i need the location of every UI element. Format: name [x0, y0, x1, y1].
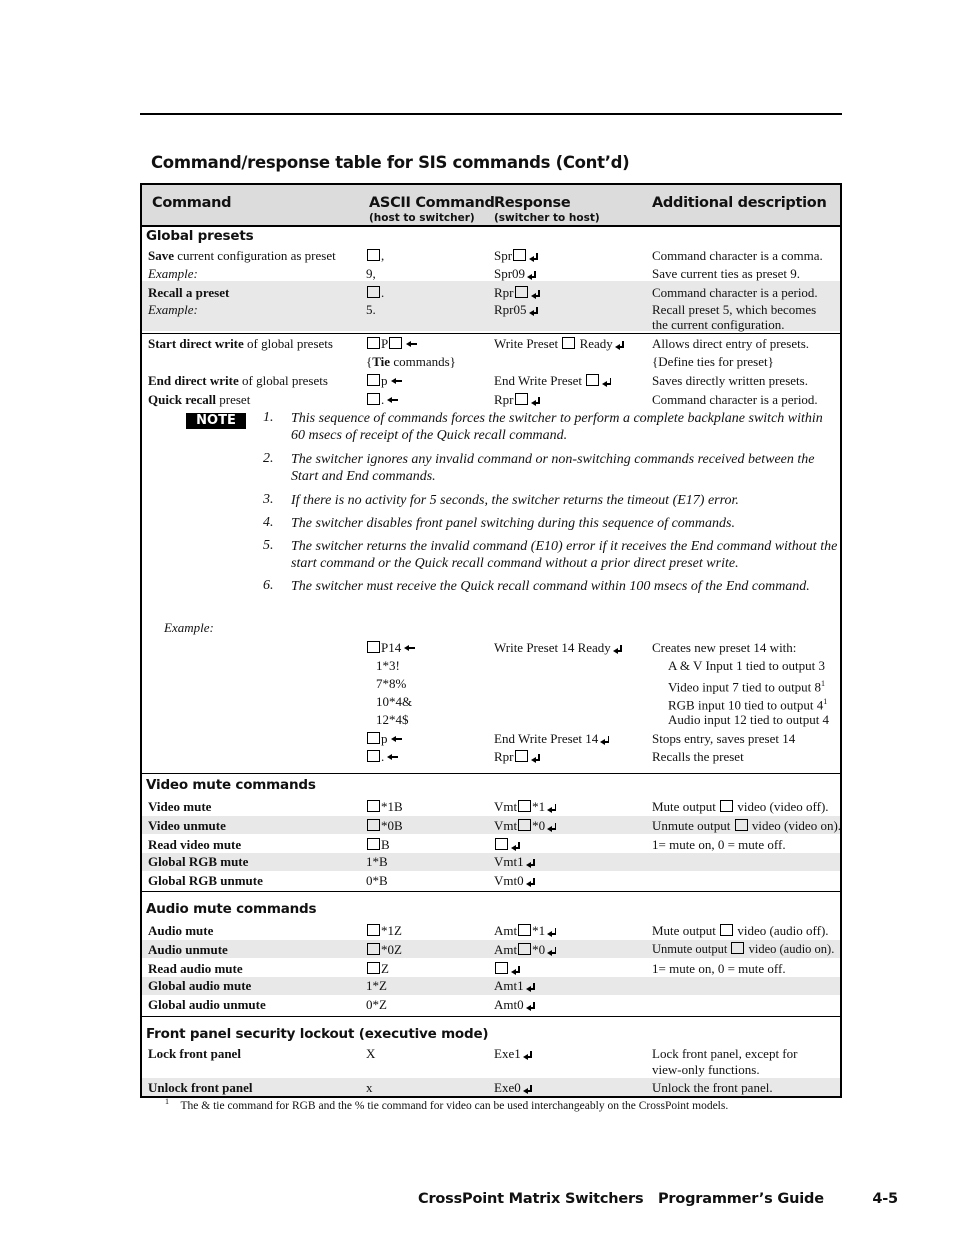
ascii-ex3-rc-text: . [381, 749, 385, 764]
resp-grm-text: Vmt1 [494, 854, 524, 869]
resp-ex3-end-text: End Write Preset 14 [494, 731, 599, 746]
ascii-qr-text: . [381, 392, 385, 407]
placeholder-box-icon [367, 393, 380, 405]
return-icon [526, 859, 535, 867]
cmd-global-rgb-unmute: Global RGB unmute [148, 873, 263, 888]
return-icon [527, 271, 536, 279]
cmd-video-mute: Video mute [148, 799, 212, 814]
page-footer [418, 1191, 898, 1207]
resp-au-b: *0 [532, 942, 546, 957]
desc-audio-mute [652, 923, 829, 938]
resp-qr-text: Rpr [494, 392, 514, 407]
desc-au-a: Unmute output [652, 942, 728, 956]
resp-video-mute [494, 799, 556, 814]
resp-global-rgb-unmute [494, 873, 535, 888]
example-label-1: Example: [148, 266, 198, 281]
ascii-recall [366, 285, 384, 300]
placeholder-box-icon [367, 800, 380, 812]
placeholder-box-icon [518, 819, 531, 831]
desc-save: Command character is a comma. [652, 248, 823, 263]
desc-lock-front-panel-1: Lock front panel, except for [652, 1046, 798, 1061]
ascii-read-video-mute [366, 837, 390, 852]
placeholder-box-icon [495, 962, 508, 974]
resp-ex3-text: Write Preset 14 Ready [494, 640, 611, 655]
page-title: Command/response table for SIS commands (Cont’d) [151, 153, 630, 172]
desc-example-3-end: Stops entry, saves preset 14 [652, 731, 796, 746]
return-icon [613, 645, 622, 653]
placeholder-box-icon [367, 337, 380, 349]
footnote-ref: 1 [823, 697, 828, 706]
cmd-sdw-rest: of global presets [243, 336, 333, 351]
cmd-edw-rest: of global presets [238, 373, 328, 388]
ascii-save-text: , [381, 248, 385, 263]
placeholder-box-icon [720, 800, 733, 812]
placeholder-box-icon [367, 838, 380, 850]
resp-lock-front-panel [494, 1046, 532, 1061]
ascii-end-direct-write [366, 373, 402, 388]
divider [142, 333, 840, 334]
ascii-ex3-text: P14 [381, 640, 402, 655]
header-response-sub: (switcher to host) [494, 212, 600, 224]
ascii-au-text: *0Z [381, 942, 402, 957]
cmd-quick-recall [148, 392, 250, 407]
resp-video-unmute [494, 818, 556, 833]
note-text-3: If there is no activity for 5 seconds, the switcher returns the timeout (E17) error. [291, 493, 739, 508]
section-audio-mute: Audio mute commands [146, 901, 317, 917]
tie-desc-4: Audio input 12 tied to output 4 [668, 712, 830, 727]
tie-post: commands} [390, 354, 456, 369]
divider [142, 891, 840, 892]
resp-save [494, 248, 538, 263]
header-command: Command [152, 195, 232, 211]
left-arrow-icon [391, 377, 402, 385]
resp-example-3-recall [494, 749, 540, 764]
tie-line-4: 12*4$ [376, 712, 409, 727]
example-label-text: Example [148, 266, 194, 281]
placeholder-box-icon [515, 393, 528, 405]
note-number-5: 5. [263, 538, 274, 553]
resp-example-3-end [494, 731, 609, 746]
return-icon [529, 253, 538, 261]
placeholder-box-icon [562, 337, 575, 349]
tie-desc-1: A & V Input 1 tied to output 3 [668, 658, 825, 673]
resp-gau-text: Amt0 [494, 997, 524, 1012]
ascii-global-audio-unmute: 0*Z [366, 997, 387, 1012]
return-icon [531, 397, 540, 405]
note-text-1: This sequence of commands forces the switcher to perform a complete backplane switch within 60 msecs of receipt of the Quick recall command. [291, 411, 823, 443]
desc-vu-a: Unmute output [652, 818, 731, 833]
ascii-start-direct-write [366, 336, 417, 351]
resp-unlock-front-panel [494, 1080, 532, 1095]
desc-example-3: Creates new preset 14 with: [652, 640, 797, 655]
cmd-unlock-front-panel: Unlock front panel [148, 1080, 253, 1095]
desc-am-b: video (audio off). [737, 923, 829, 938]
table-header [142, 185, 840, 227]
desc-vm-a: Mute output [652, 799, 716, 814]
page-number: 4-5 [872, 1191, 898, 1207]
cmd-recall-preset: Recall a preset [148, 285, 230, 300]
placeholder-box-icon [495, 838, 508, 850]
note-number-6: 6. [263, 578, 274, 593]
desc-tie-commands: {Define ties for preset} [652, 354, 774, 369]
resp-ex3-rc-text: Rpr [494, 749, 514, 764]
desc-start-direct-write: Allows direct entry of presets. [652, 336, 810, 351]
return-icon [523, 1051, 532, 1059]
return-icon [531, 754, 540, 762]
tie-desc-3-text: RGB input 10 tied to output 4 [668, 697, 824, 713]
cmd-global-rgb-mute: Global RGB mute [148, 854, 249, 869]
tie-desc-2-text: Video input 7 tied to output 8 [668, 679, 822, 695]
command-table [140, 183, 842, 1098]
ascii-global-rgb-mute: 1*B [366, 854, 388, 869]
left-arrow-icon [391, 735, 402, 743]
desc-au-b: video (audio on). [748, 942, 835, 956]
note-text-5: The switcher returns the invalid command (E10) error if it receives the End command without the start command or the Quick recall command without a prior direct preset write. [291, 539, 838, 571]
placeholder-box-icon [367, 750, 380, 762]
ascii-example-1: 9, [366, 266, 376, 281]
return-icon [547, 947, 556, 955]
resp-gam-text: Amt1 [494, 978, 524, 993]
ascii-tie-commands [366, 354, 456, 369]
resp-start-direct-write [494, 336, 624, 351]
desc-example-2a: Recall preset 5, which becomes [652, 302, 817, 317]
placeholder-box-icon [518, 800, 531, 812]
resp-read-video-mute [494, 837, 520, 852]
desc-end-direct-write: Saves directly written presets. [652, 373, 808, 388]
tie-desc-3 [668, 694, 827, 712]
placeholder-box-icon [518, 924, 531, 936]
placeholder-box-icon [367, 249, 380, 261]
footer-guide-title: CrossPoint Matrix Switchers Programmer’s Guide [418, 1191, 824, 1207]
header-response: Response [494, 195, 571, 211]
ascii-read-audio-mute [366, 961, 389, 976]
desc-recall: Command character is a period. [652, 285, 818, 300]
cmd-read-audio-mute: Read audio mute [148, 961, 243, 976]
ascii-unlock-front-panel: x [366, 1080, 373, 1095]
ascii-example-2: 5. [366, 302, 376, 317]
top-rule [140, 113, 842, 115]
placeholder-box-icon [731, 942, 744, 954]
return-icon [529, 307, 538, 315]
resp-audio-mute [494, 923, 556, 938]
cmd-lock-front-panel: Lock front panel [148, 1046, 241, 1061]
ascii-recall-text: . [381, 285, 385, 300]
placeholder-box-icon [367, 819, 380, 831]
desc-quick-recall: Command character is a period. [652, 392, 818, 407]
placeholder-box-icon [367, 924, 380, 936]
ascii-audio-unmute [366, 942, 402, 957]
ascii-audio-mute [366, 923, 402, 938]
resp-edw-text: End Write Preset [494, 373, 583, 388]
resp-sdw-b: Ready [579, 336, 613, 351]
cmd-save-rest: current configuration as preset [174, 248, 336, 263]
resp-vu-b: *0 [532, 818, 546, 833]
resp-recall-text: Rpr [494, 285, 514, 300]
ascii-ram-text: Z [381, 961, 389, 976]
example-label-3: Example: [164, 620, 214, 635]
desc-example-2b: the current configuration. [652, 317, 785, 332]
placeholder-box-icon [586, 374, 599, 386]
cmd-video-unmute: Video unmute [148, 818, 226, 833]
resp-example-2-text: Rpr05 [494, 302, 527, 317]
desc-am-a: Mute output [652, 923, 716, 938]
cmd-global-audio-mute: Global audio mute [148, 978, 252, 993]
placeholder-box-icon [518, 943, 531, 955]
footnote [165, 1097, 728, 1112]
ascii-vu-text: *0B [381, 818, 403, 833]
note-badge: NOTE [186, 413, 246, 429]
cmd-qr-rest: preset [216, 392, 251, 407]
section-video-mute: Video mute commands [146, 777, 316, 793]
desc-vm-b: video (video off). [737, 799, 829, 814]
cmd-read-video-mute: Read video mute [148, 837, 242, 852]
left-arrow-icon [387, 396, 398, 404]
divider [142, 1016, 840, 1017]
note-text-4: The switcher disables front panel switching during this sequence of commands. [291, 516, 735, 531]
placeholder-box-icon [367, 943, 380, 955]
desc-example-3-recall: Recalls the preset [652, 749, 744, 764]
cmd-audio-unmute: Audio unmute [148, 942, 228, 957]
note-text-6: The switcher must receive the Quick recall command within 100 msecs of the End command. [291, 579, 810, 594]
tie-bold: Tie [372, 354, 391, 369]
resp-end-direct-write [494, 373, 611, 388]
resp-am-b: *1 [532, 923, 546, 938]
resp-unlock-text: Exe0 [494, 1080, 521, 1095]
resp-sdw-a: Write Preset [494, 336, 559, 351]
header-ascii: ASCII Command [369, 195, 495, 211]
example-label-text: Example [164, 620, 210, 635]
cmd-global-audio-unmute: Global audio unmute [148, 997, 266, 1012]
ascii-global-audio-mute: 1*Z [366, 978, 387, 993]
example-label-2: Example: [148, 302, 198, 317]
tie-desc-2 [668, 676, 825, 694]
footnote-text: The & tie command for RGB and the % tie command for video can be used interchangeably on the CrossPoint models. [180, 1099, 729, 1112]
ascii-video-mute [366, 799, 403, 814]
resp-audio-unmute [494, 942, 556, 957]
cmd-qr-bold: Quick recall [148, 392, 217, 407]
header-ascii-sub: (host to switcher) [369, 212, 475, 224]
resp-example-3 [494, 640, 622, 655]
resp-example-1 [494, 266, 536, 281]
divider [142, 773, 840, 774]
tie-line-3: 10*4& [376, 694, 413, 709]
resp-example-2 [494, 302, 538, 317]
cmd-edw-bold: End direct write [148, 373, 239, 388]
resp-global-audio-unmute [494, 997, 535, 1012]
ascii-lock-front-panel: X [366, 1046, 376, 1061]
cmd-audio-mute: Audio mute [148, 923, 214, 938]
placeholder-box-icon [515, 286, 528, 298]
resp-vm-b: *1 [532, 799, 546, 814]
placeholder-box-icon [367, 286, 380, 298]
resp-read-audio-mute [494, 961, 520, 976]
resp-vu-a: Vmt [494, 818, 518, 833]
ascii-rvm-text: B [381, 837, 390, 852]
resp-recall [494, 285, 540, 300]
tie-line-2: 7*8% [376, 676, 407, 691]
placeholder-box-icon [515, 750, 528, 762]
note-number-2: 2. [263, 451, 274, 466]
desc-vu-b: video (video on). [751, 818, 842, 833]
note-number-3: 3. [263, 492, 274, 507]
example-label-text: Example [148, 302, 194, 317]
placeholder-box-icon [735, 819, 748, 831]
return-icon [547, 928, 556, 936]
desc-unlock-front-panel: Unlock the front panel. [652, 1080, 773, 1095]
resp-global-audio-mute [494, 978, 535, 993]
desc-read-video-mute: 1= mute on, 0 = mute off. [652, 837, 786, 852]
return-icon [547, 823, 556, 831]
return-icon [511, 842, 520, 850]
section-global-presets: Global presets [146, 228, 254, 244]
cmd-end-direct-write [148, 373, 328, 388]
desc-video-unmute [652, 818, 841, 833]
note-number-1: 1. [263, 410, 274, 425]
resp-save-text: Spr [494, 248, 513, 263]
cmd-save-bold: Save [148, 248, 174, 263]
cmd-start-direct-write [148, 336, 333, 351]
placeholder-box-icon [367, 732, 380, 744]
return-icon [526, 983, 535, 991]
placeholder-box-icon [720, 924, 733, 936]
ascii-global-rgb-unmute: 0*B [366, 873, 388, 888]
ascii-sdw-text: P [381, 336, 389, 351]
ascii-example-3-end [366, 731, 402, 746]
ascii-edw-text: p [381, 373, 388, 388]
ascii-ex3-end-text: p [381, 731, 388, 746]
resp-au-a: Amt [494, 942, 518, 957]
return-icon [526, 878, 535, 886]
cmd-save-preset [148, 248, 336, 263]
left-arrow-icon [387, 753, 398, 761]
return-icon [602, 378, 611, 386]
desc-audio-unmute [652, 942, 834, 957]
return-icon [615, 341, 624, 349]
resp-global-rgb-mute [494, 854, 535, 869]
ascii-am-text: *1Z [381, 923, 402, 938]
return-icon [531, 290, 540, 298]
placeholder-box-icon [513, 249, 526, 261]
desc-read-audio-mute: 1= mute on, 0 = mute off. [652, 961, 786, 976]
section-lockout: Front panel security lockout (executive mode) [146, 1026, 489, 1042]
tie-line-1: 1*3! [376, 658, 400, 673]
resp-gru-text: Vmt0 [494, 873, 524, 888]
resp-vm-a: Vmt [494, 799, 518, 814]
placeholder-box-icon [367, 962, 380, 974]
return-icon [547, 804, 556, 812]
footnote-number: 1 [165, 1097, 169, 1106]
desc-lock-front-panel-2: view-only functions. [652, 1062, 760, 1077]
ascii-example-3-recall [366, 749, 398, 764]
return-icon [600, 736, 609, 744]
return-icon [523, 1085, 532, 1093]
ascii-quick-recall [366, 392, 398, 407]
note-text-2: The switcher ignores any invalid command or non-switching commands received between the Start and End commands. [291, 452, 815, 484]
placeholder-box-icon [389, 337, 402, 349]
ascii-example-3 [366, 640, 415, 655]
resp-example-1-text: Spr09 [494, 266, 526, 281]
desc-video-mute [652, 799, 829, 814]
cmd-sdw-bold: Start direct write [148, 336, 244, 351]
placeholder-box-icon [367, 641, 380, 653]
resp-quick-recall [494, 392, 540, 407]
header-description: Additional description [652, 195, 827, 211]
placeholder-box-icon [367, 374, 380, 386]
ascii-vm-text: *1B [381, 799, 403, 814]
return-icon [526, 1002, 535, 1010]
left-arrow-icon [406, 340, 417, 348]
ascii-save [366, 248, 384, 263]
tie-pre: { [366, 354, 373, 369]
note-number-4: 4. [263, 515, 274, 530]
left-arrow-icon [404, 644, 415, 652]
desc-example-1: Save current ties as preset 9. [652, 266, 801, 281]
return-icon [511, 966, 520, 974]
ascii-video-unmute [366, 818, 403, 833]
resp-am-a: Amt [494, 923, 518, 938]
footnote-ref: 1 [821, 679, 826, 688]
resp-lock-text: Exe1 [494, 1046, 521, 1061]
